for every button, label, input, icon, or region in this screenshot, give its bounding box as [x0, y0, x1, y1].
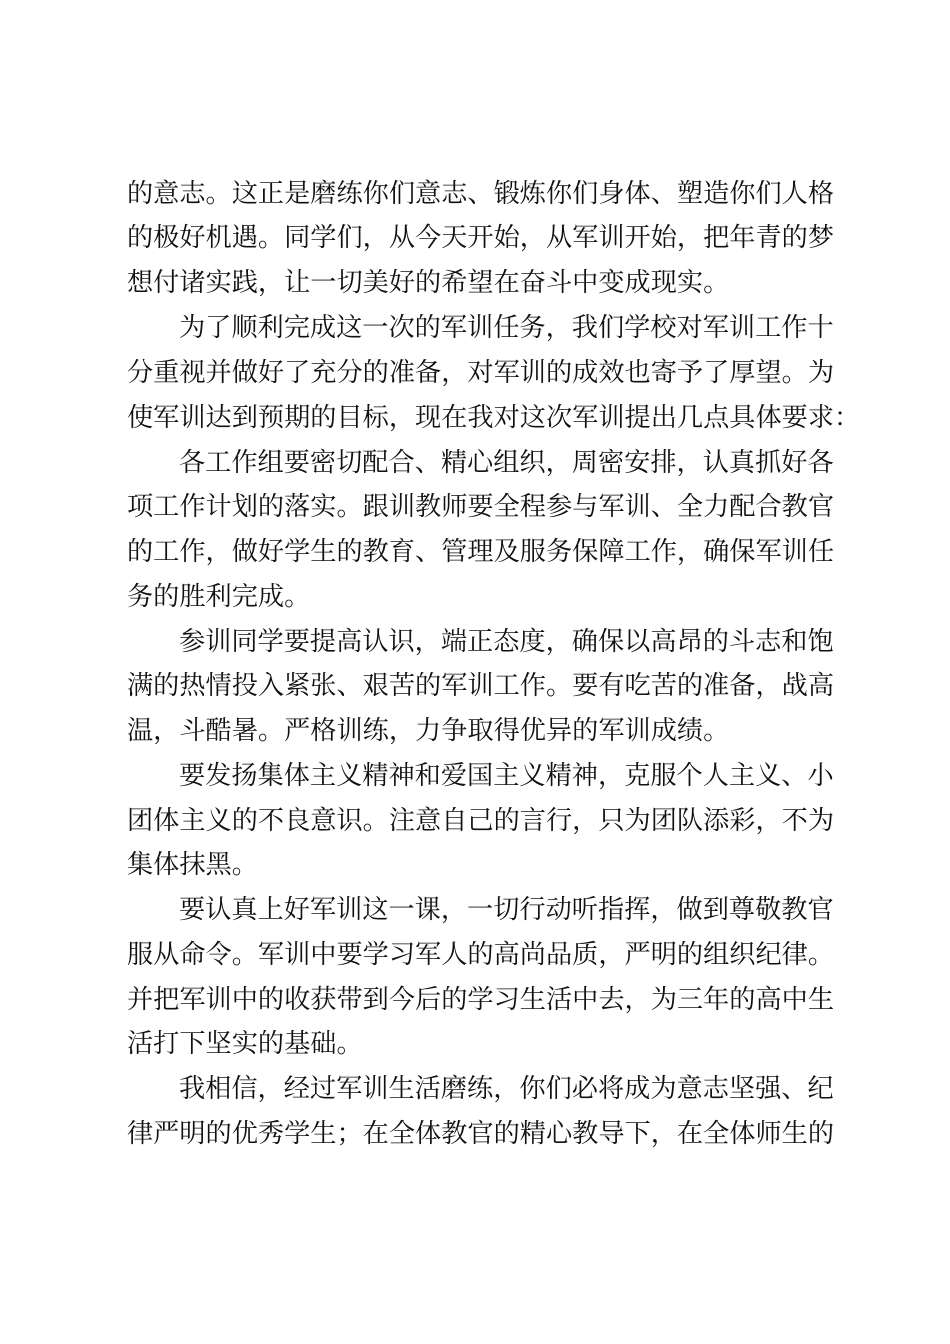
- text-line: 的意志。这正是磨练你们意志、锻炼你们身体、塑造你们人格: [127, 179, 835, 209]
- text-line: 集体抹黑。: [127, 850, 258, 880]
- text-line: 的工作，做好学生的教育、管理及服务保障工作，确保军训任: [127, 537, 835, 567]
- paragraph-first-line: 我相信，经过军训生活磨练，你们必将成为意志坚强、纪: [179, 1074, 834, 1104]
- text-line: 使军训达到预期的目标，现在我对这次军训提出几点具体要求：: [127, 403, 861, 433]
- text-line: 活打下坚实的基础。: [127, 1029, 363, 1059]
- paragraph-first-line: 要认真上好军训这一课，一切行动听指挥，做到尊敬教官: [179, 895, 834, 925]
- text-line: 分重视并做好了充分的准备，对军训的成效也寄予了厚望。为: [127, 358, 835, 388]
- text-line: 团体主义的不良意识。注意自己的言行，只为团队添彩，不为: [127, 806, 835, 836]
- paragraph-first-line: 为了顺利完成这一次的军训任务，我们学校对军训工作十: [179, 313, 834, 343]
- text-line: 律严明的优秀学生；在全体教官的精心教导下，在全体师生的: [127, 1119, 835, 1149]
- paragraph-first-line: 参训同学要提高认识，端正态度，确保以高昂的斗志和饱: [179, 627, 834, 657]
- text-line: 务的胜利完成。: [127, 582, 311, 612]
- text-line: 满的热情投入紧张、艰苦的军训工作。要有吃苦的准备，战高: [127, 671, 835, 701]
- text-line: 温，斗酷暑。严格训练，力争取得优异的军训成绩。: [127, 716, 730, 746]
- text-line: 项工作计划的落实。跟训教师要全程参与军训、全力配合教官: [127, 492, 835, 522]
- text-line: 服从命令。军训中要学习军人的高尚品质，严明的组织纪律。: [127, 940, 835, 970]
- text-line: 并把军训中的收获带到今后的学习生活中去，为三年的高中生: [127, 985, 835, 1015]
- text-line: 想付诸实践，让一切美好的希望在奋斗中变成现实。: [127, 268, 730, 298]
- text-line: 的极好机遇。同学们，从今天开始，从军训开始，把年青的梦: [127, 223, 835, 253]
- paragraph-first-line: 要发扬集体主义精神和爱国主义精神，克服个人主义、小: [179, 761, 834, 791]
- paragraph-first-line: 各工作组要密切配合、精心组织，周密安排，认真抓好各: [179, 448, 834, 478]
